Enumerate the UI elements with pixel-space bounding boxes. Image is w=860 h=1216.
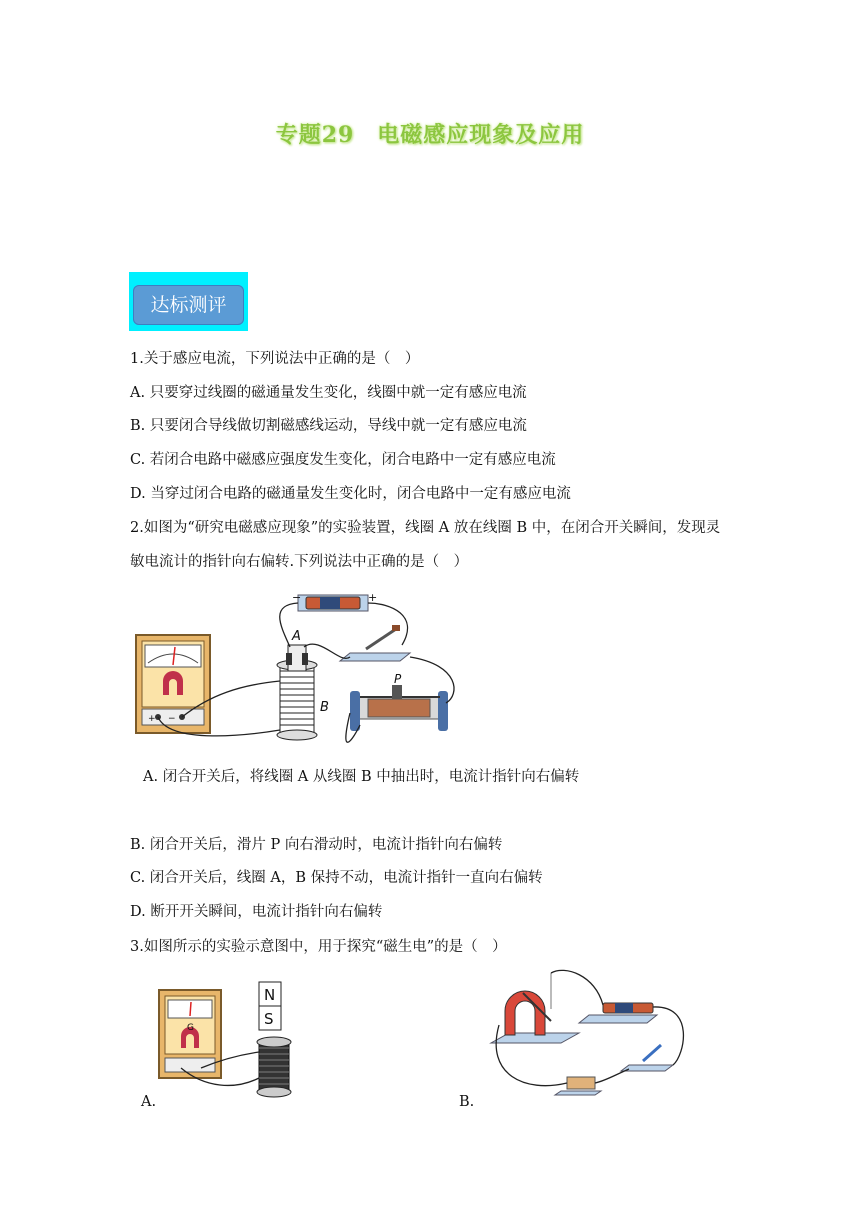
q1-option-d: D. 当穿过闭合电路的磁通量发生变化时，闭合电路中一定有感应电流 bbox=[130, 486, 571, 502]
galvanometer-icon bbox=[159, 990, 221, 1078]
coil-b-icon bbox=[277, 660, 317, 740]
coil-icon bbox=[257, 1037, 291, 1097]
q3-figure-b-letter: B. bbox=[459, 1094, 475, 1110]
q2-option-a: A. 闭合开关后，将线圈 A 从线圈 B 中抽出时，电流计指针向右偏转 bbox=[143, 769, 580, 785]
battery-icon bbox=[579, 1003, 657, 1023]
q2-option-c: C. 闭合开关后，线圈 A，B 保持不动，电流计指针一直向右偏转 bbox=[130, 870, 543, 886]
page-title: 专题29 电磁感应现象及应用 bbox=[275, 122, 585, 148]
q2-circuit-figure bbox=[130, 585, 470, 750]
meter-plus-mark: + bbox=[148, 714, 156, 724]
switch-icon bbox=[340, 625, 410, 661]
horseshoe-magnet-apparatus-icon bbox=[491, 973, 579, 1043]
section-badge: 达标测评 bbox=[133, 285, 244, 325]
slider-p-label: P bbox=[394, 672, 402, 686]
rheostat-icon bbox=[350, 685, 448, 731]
q1-stem: 1.关于感应电流，下列说法中正确的是（ ） bbox=[130, 351, 420, 367]
meter-g-label: G bbox=[187, 1023, 194, 1033]
battery-icon bbox=[298, 595, 368, 611]
magnet-n-label: N bbox=[264, 986, 276, 1004]
battery-plus-label: + bbox=[368, 591, 378, 604]
meter-minus-mark: − bbox=[168, 714, 176, 724]
coil-a-icon bbox=[286, 645, 308, 671]
q3-figure-b bbox=[485, 965, 690, 1100]
section-badge-frame bbox=[129, 272, 248, 331]
resistor-icon bbox=[555, 1077, 601, 1095]
q1-option-a: A. 只要穿过线圈的磁通量发生变化，线圈中就一定有感应电流 bbox=[130, 385, 527, 401]
switch-icon bbox=[621, 1045, 673, 1071]
q1-option-b: B. 只要闭合导线做切割磁感线运动，导线中就一定有感应电流 bbox=[130, 418, 527, 434]
magnet-s-label: S bbox=[264, 1010, 274, 1028]
q3-stem: 3.如图所示的实验示意图中，用于探究“磁生电”的是（ ） bbox=[130, 939, 507, 955]
battery-minus-label: − bbox=[292, 591, 302, 604]
q1-option-c: C. 若闭合电路中磁感应强度发生变化，闭合电路中一定有感应电流 bbox=[130, 452, 556, 468]
q2-option-b: B. 闭合开关后，滑片 P 向右滑动时，电流计指针向右偏转 bbox=[130, 837, 503, 853]
q2-stem-line2: 敏电流计的指针向右偏转.下列说法中正确的是（ ） bbox=[130, 554, 469, 570]
q3-figure-a-letter: A. bbox=[141, 1094, 157, 1110]
q3-figure-a bbox=[155, 978, 305, 1100]
q2-stem-line1: 2.如图为“研究电磁感应现象”的实验装置，线圈 A 放在线圈 B 中，在闭合开关瞬间，发现灵 bbox=[130, 520, 721, 536]
q2-option-d: D. 断开开关瞬间，电流计指针向右偏转 bbox=[130, 904, 383, 920]
coil-a-label: A bbox=[292, 629, 301, 644]
coil-b-label: B bbox=[320, 700, 329, 715]
